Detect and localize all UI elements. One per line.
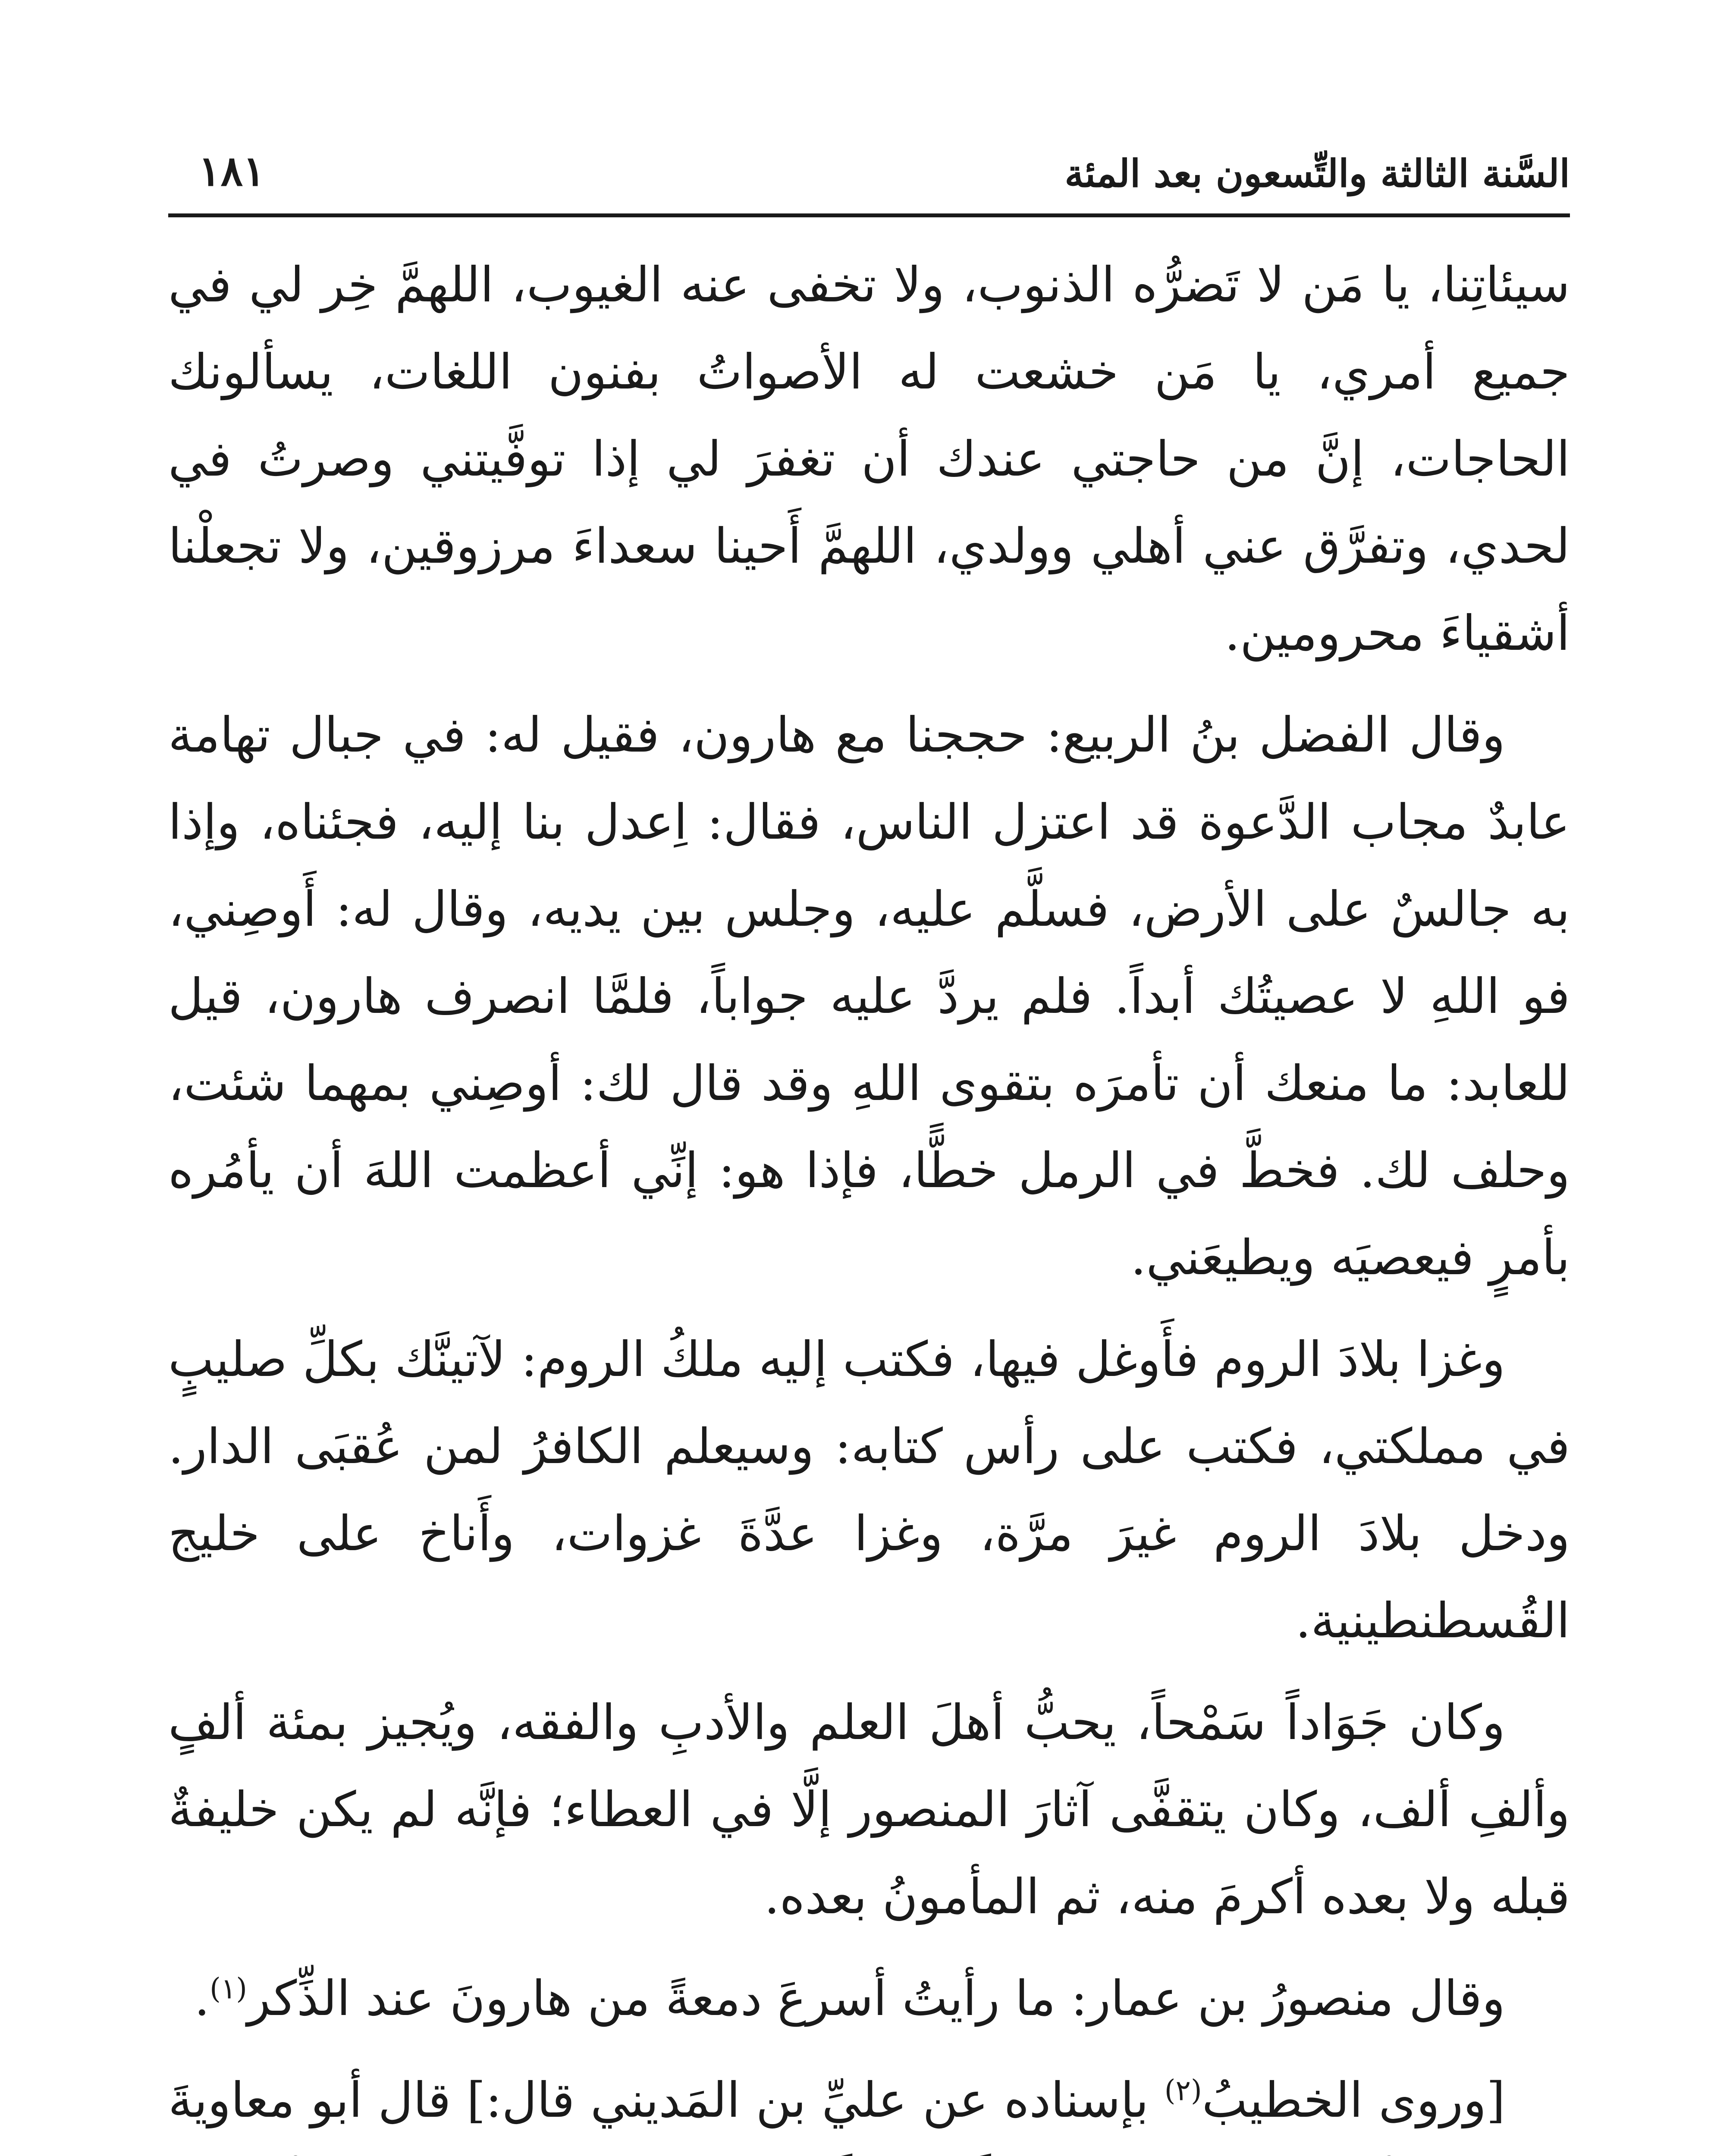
paragraph-text: وغزا بلادَ الروم فأَوغل فيها، فكتب إليه ملكُ الروم: لآتينَّك بكلِّ صليبٍ في مملكتي، فكتب على رأس كتابه: وسيعلم الكافرُ لمن عُقبَى الدار. ودخل بلادَ الروم غيرَ مرَّة، وغزا عدَّةَ غزوات، وأَناخ على خليج القُسطنطينية. [168, 1332, 1570, 1649]
paragraph [168, 1679, 1570, 1940]
paragraph-text: سيئاتِنا، يا مَن لا تَضرُّه الذنوب، ولا تخفى عنه الغيوب، اللهمَّ خِر لي في جميع أمري، يا مَن خشعت له الأصواتُ بفنون اللغات، يسألونك الحاجات، إنَّ من حاجتي عندك أن تغفرَ لي إذا توفَّيتني وصرتُ في لحدي، وتفرَّق عني أهلي وولدي، اللهمَّ أَحينا سعداءَ مرزوقين، ولا تجعلْنا أشقياءَ محرومين. [168, 257, 1570, 661]
paragraph-text: وكان جَوَاداً سَمْحاً، يحبُّ أهلَ العلم والأدبِ والفقه، ويُجيز بمئة ألفٍ وألفِ ألف، وكان يتقفَّى آثارَ المنصور إلَّا في العطاء؛ فإنَّه لم يكن خليفةٌ قبله ولا بعده أكرمَ منه، ثم المأمونُ بعده. [168, 1695, 1570, 1925]
paragraph [168, 2057, 1570, 2156]
paragraph [168, 1955, 1570, 2042]
footnote-marker: (١) [210, 1972, 248, 2006]
paragraph-text: وقال منصورُ بن عمار: ما رأيتُ أسرعَ دمعةً من هارونَ عند الذِّكر [247, 1971, 1505, 2027]
paragraph-text: وقال الفضل بنُ الربيع: حججنا مع هارون، فقيل له: في جبال تهامة عابدٌ مجاب الدَّعوة قد اعتزل الناس، فقال: اِعدل بنا إليه، فجئناه، وإذا به جالسٌ على الأرض، فسلَّم عليه، وجلس بين يديه، وقال له: أَوصِني، فو اللهِ لا عصيتُك أبداً. فلم يردَّ عليه جواباً، فلمَّا انصرف هارون، قيل للعابد: ما منعك أن تأمرَه بتقوى اللهِ وقد قال لك: أوصِني بمهما شئت، وحلف لك. فخطَّ في الرمل خطًّا، فإذا هو: إنِّي أعظمت اللهَ أن يأمُره بأمرٍ فيعصيَه ويطيعَني. [168, 707, 1570, 1286]
paragraph [168, 692, 1570, 1301]
page-header [168, 129, 1570, 203]
paragraph-text: بإسناده عن عليِّ بن المَديني قال:] قال أبو معاويةَ [168, 2072, 1149, 2128]
running-title: السَّنة الثالثة والتِّسعون بعد المئة [1064, 151, 1570, 196]
book-page [168, 129, 1570, 2156]
paragraph [168, 241, 1570, 677]
page-number: ١٨١ [198, 147, 265, 195]
paragraph-text: . [194, 1971, 210, 2027]
paragraph-text: [وروى الخطيبُ [1202, 2072, 1506, 2128]
header-rule [168, 213, 1570, 217]
footnote-marker: (٢) [1164, 2074, 1202, 2107]
body-text [168, 241, 1570, 2156]
paragraph [168, 1316, 1570, 1664]
